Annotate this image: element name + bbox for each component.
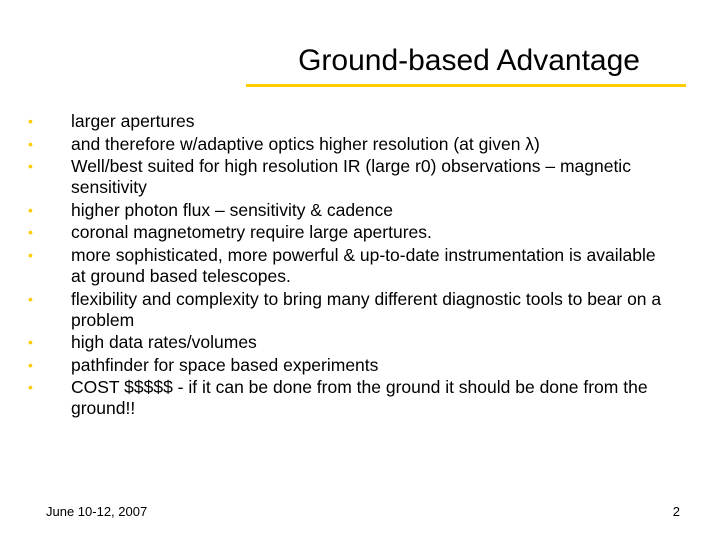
bullet-dot-icon: • bbox=[28, 224, 33, 241]
bullet-item bbox=[20, 289, 670, 331]
bullet-item bbox=[20, 355, 670, 376]
bullet-item bbox=[20, 222, 670, 243]
bullet-item bbox=[20, 200, 670, 221]
slide-title: Ground-based Advantage bbox=[298, 44, 640, 77]
bullet-dot-icon: • bbox=[28, 135, 33, 152]
bullet-text: larger apertures bbox=[71, 111, 195, 131]
bullet-dot-icon: • bbox=[28, 334, 33, 351]
bullet-list bbox=[20, 111, 670, 421]
bullet-item bbox=[20, 156, 670, 198]
bullet-text: flexibility and complexity to bring many different diagnostic tools to bear on a problem bbox=[71, 288, 662, 330]
page-number: 2 bbox=[672, 504, 680, 519]
bullet-text: and therefore w/adaptive optics higher resolution (at given λ) bbox=[71, 133, 540, 154]
footer-date: June 10-12, 2007 bbox=[46, 504, 148, 519]
bullet-text: COST $$$$$ - if it can be done from the ground it should be done from the ground!! bbox=[71, 377, 648, 419]
bullet-dot-icon: • bbox=[28, 158, 33, 175]
bullet-text: Well/best suited for high resolution IR (large r0) observations – magnetic sensitivity bbox=[71, 156, 631, 198]
bullet-text: higher photon flux – sensitivity & cadence bbox=[71, 199, 393, 220]
bullet-text: more sophisticated, more powerful & up-to-date instrumentation is available at ground based telescopes. bbox=[71, 244, 656, 286]
bullet-dot-icon: • bbox=[28, 379, 33, 396]
bullet-dot-icon: • bbox=[28, 246, 33, 263]
bullet-item bbox=[20, 245, 670, 287]
bullet-text: coronal magnetometry require large apertures. bbox=[71, 222, 432, 243]
bullet-item bbox=[20, 111, 670, 132]
bullet-item bbox=[20, 377, 670, 419]
bullet-item bbox=[20, 134, 670, 155]
bullet-text: pathfinder for space based experiments bbox=[71, 354, 379, 375]
bullet-text: high data rates/volumes bbox=[71, 332, 257, 353]
bullet-dot-icon: • bbox=[28, 356, 33, 373]
title-underline bbox=[246, 84, 686, 87]
bullet-dot-icon: • bbox=[28, 113, 33, 129]
bullet-item bbox=[20, 332, 670, 353]
bullet-dot-icon: • bbox=[28, 290, 33, 307]
bullet-dot-icon: • bbox=[28, 201, 33, 218]
